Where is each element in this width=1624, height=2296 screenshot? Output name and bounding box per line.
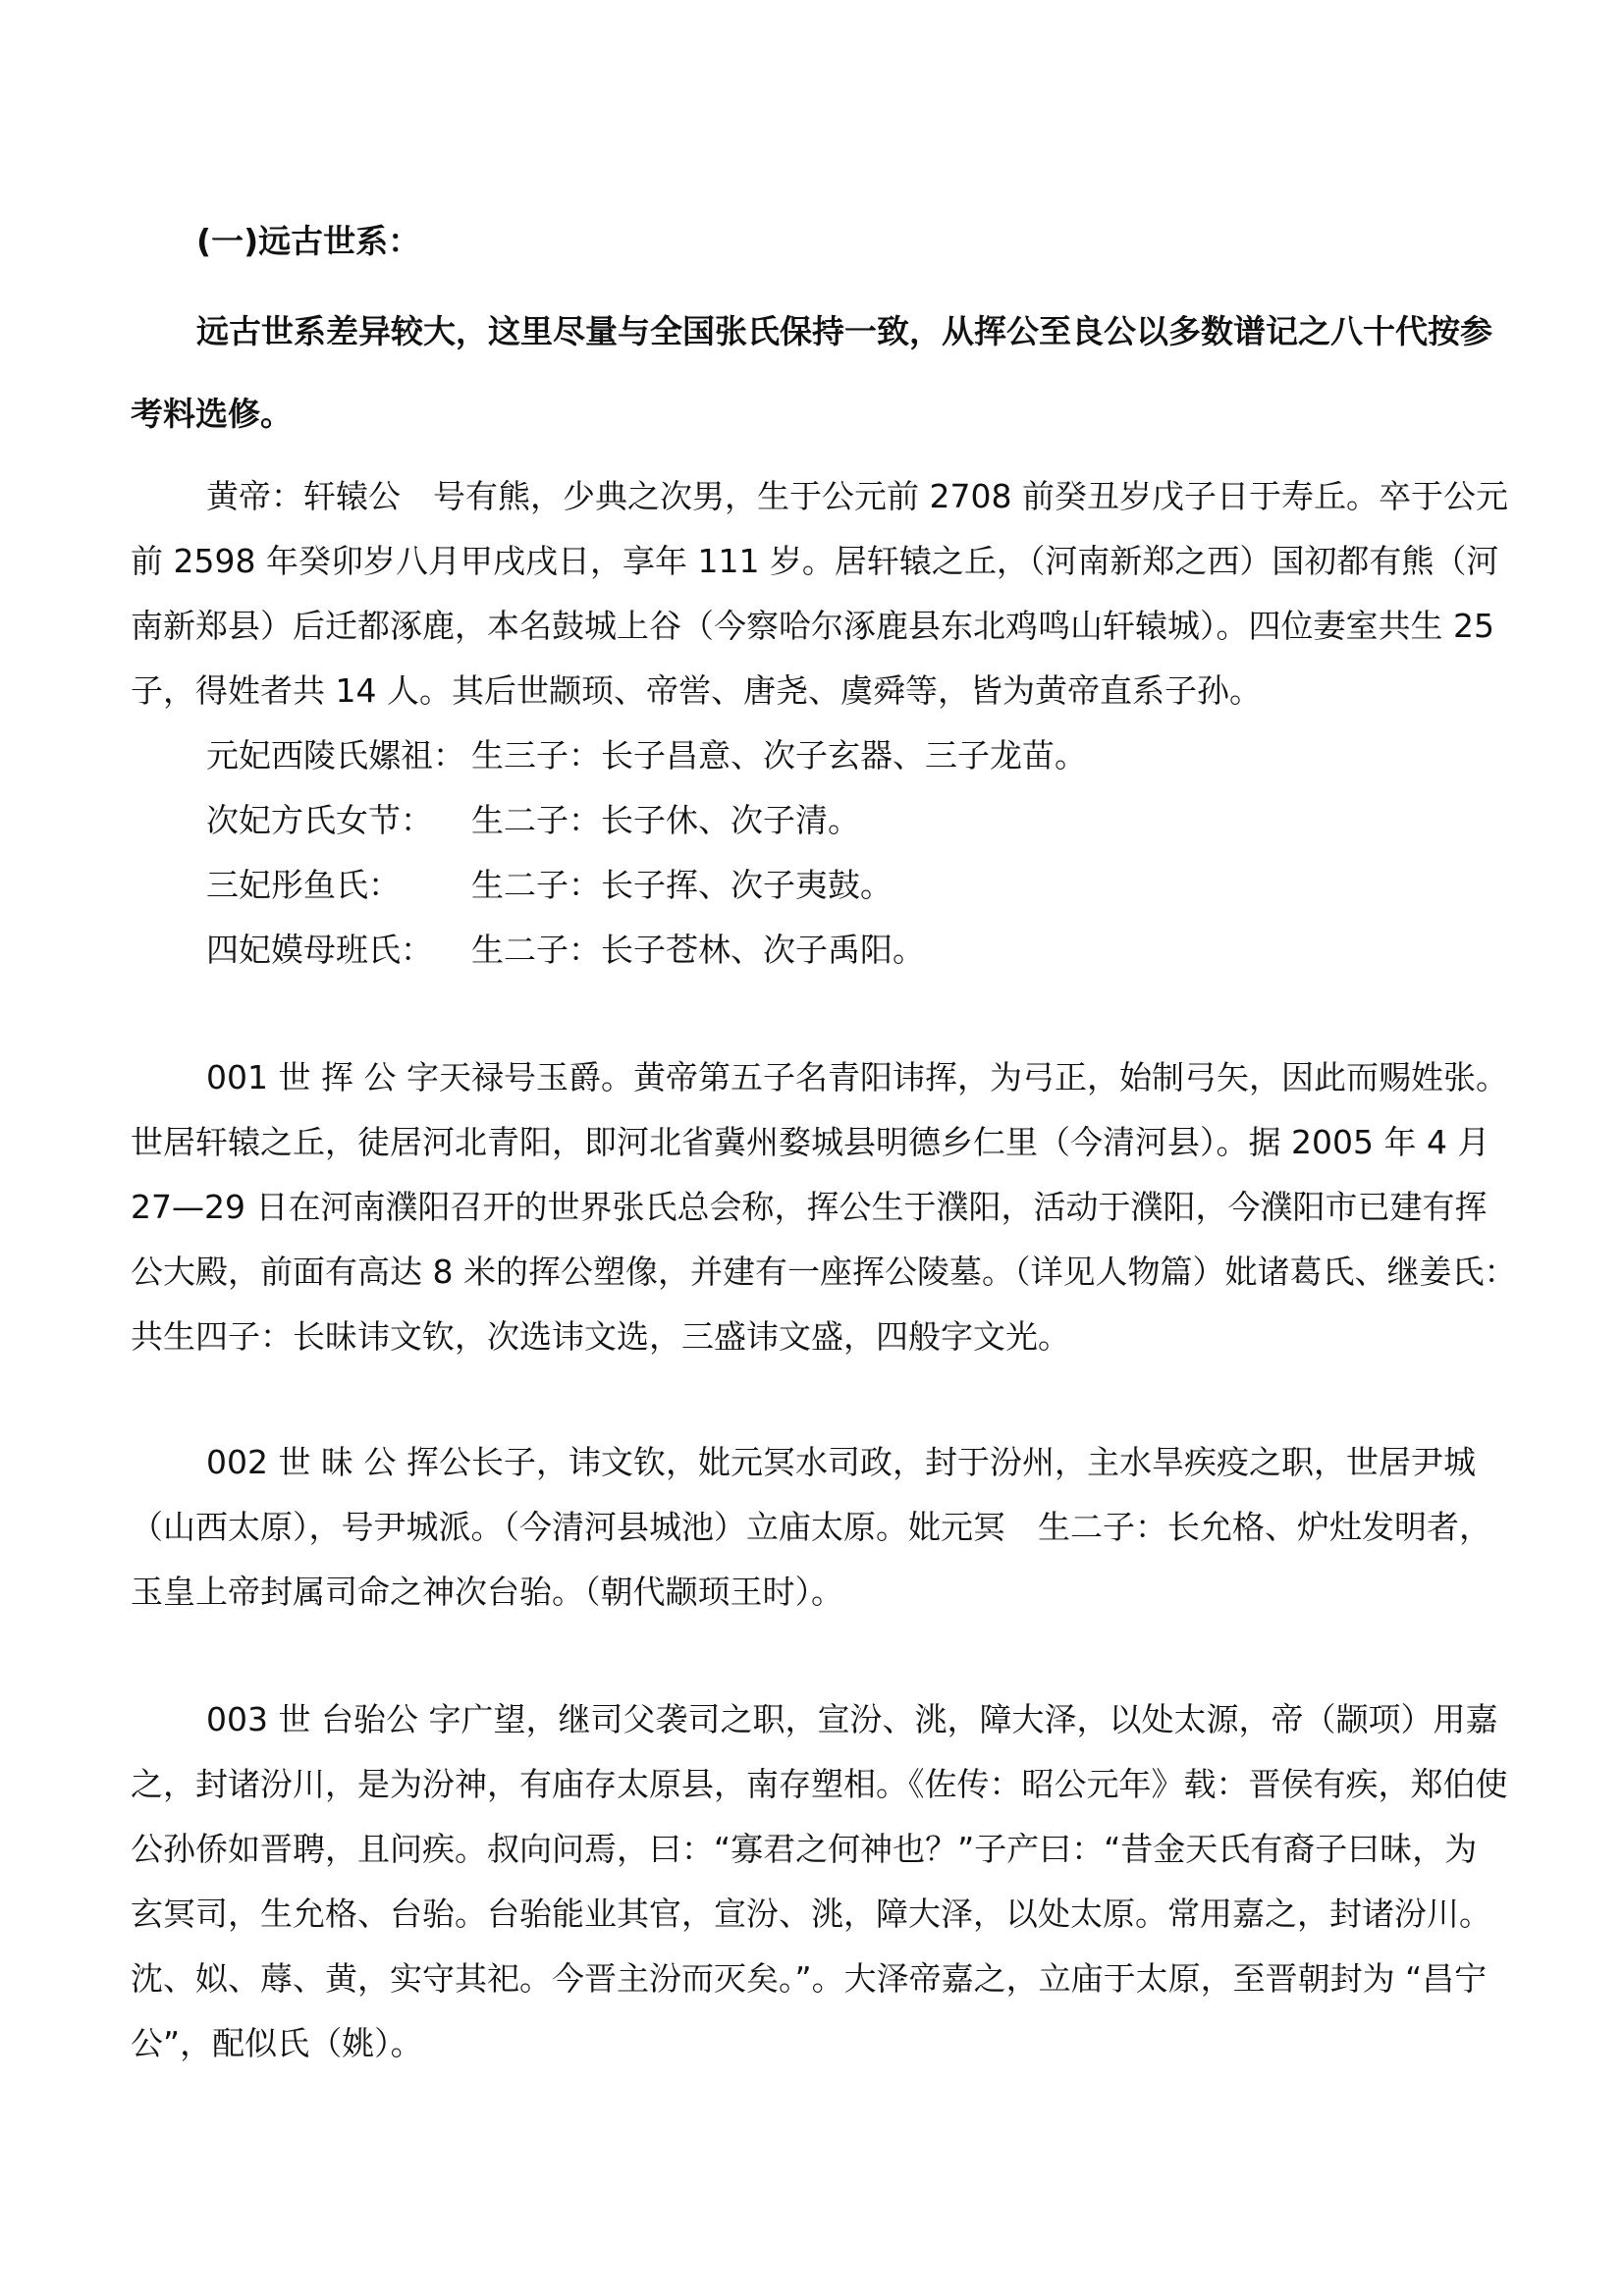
paragraph-line: （山西太原），号尹城派。（今清河县城池）立庙太原。妣元冥 生二子：长允格、炉灶发明者，: [131, 1508, 1491, 1546]
wife-children: 生三子：长子昌意、次子玄器、三子龙苗。: [471, 736, 1087, 774]
wife-entry: [206, 929, 925, 972]
paragraph-line: 公孙侨如晋聘，且问疾。叔向问焉，曰：“寡君之何神也？”子产曰：“昔金天氏有裔子曰昧，为: [131, 1830, 1478, 1868]
paragraph-line: 之，封诸汾川，是为汾神，有庙存太原县，南存塑相。《佐传：昭公元年》载：晋侯有疾，郑伯使: [131, 1765, 1508, 1803]
paragraph-line: 黄帝：轩辕公 号有熊，少典之次男，生于公元前 2708 前癸丑岁戊子日于寿丘。卒于公元: [206, 477, 1508, 515]
wife-name: 次妃方氏女节：: [206, 801, 433, 839]
wife-entry: [206, 734, 1087, 777]
paragraph-line: 共生四子：长昧讳文钦，次选讳文选，三盛讳文盛，四般字文光。: [131, 1317, 1070, 1356]
wife-children: 生二子：长子挥、次子夷鼓。: [471, 866, 893, 904]
paragraph-line: 前 2598 年癸卯岁八月甲戌戌日，享年 111 岁。居轩辕之丘，（河南新郑之西）国初都有熊（河: [131, 542, 1499, 580]
wife-name: 元妃西陵氏嫘祖：: [206, 736, 465, 774]
paragraph-line: 南新郑县）后迁都涿鹿，本名鼓城上谷（今察哈尔涿鹿县东北鸡鸣山轩辕城）。四位妻室共生 25: [131, 607, 1494, 645]
paragraph-line: 公”，配似氏（姚）。: [131, 2024, 423, 2062]
paragraph-line: 世居轩辕之丘，徒居河北青阳，即河北省冀州婺城县明德乡仁里（今清河县）。据 2005 年 4 月: [131, 1123, 1490, 1161]
paragraph-line: 沈、姒、蓐、黄，实守其祀。今晋主汾而灭矣。”。大泽帝嘉之，立庙于太原，至晋朝封为 “昌宁: [131, 1959, 1488, 1998]
paragraph-line: 玄冥司，生允格、台骀。台骀能业其官，宣汾、洮，障大泽，以处太原。常用嘉之，封诸汾川。: [131, 1895, 1491, 1933]
wife-children: 生二子：长子休、次子清。: [471, 801, 860, 839]
paragraph-line: 002 世 昧 公 挥公长子，讳文钦，妣元冥水司政，封于汾州，主水旱疾疫之职，世居尹城: [206, 1443, 1476, 1481]
section-heading: (一)远古世系：: [196, 222, 421, 260]
wife-entry: [206, 799, 860, 842]
paragraph-line: 玉皇上帝封属司命之神次台骀。（朝代颛顼王时）。: [131, 1573, 843, 1611]
intro-line: 远古世系差异较大，这里尽量与全国张氏保持一致，从挥公至良公以多数谱记之八十代按参: [196, 312, 1492, 350]
wife-entry: [206, 864, 893, 907]
paragraph-line: 001 世 挥 公 字天禄号玉爵。黄帝第五子名青阳讳挥，为弓正，始制弓矢，因此而赐姓张。: [206, 1058, 1508, 1096]
paragraph-line: 003 世 台骀公 字广望，继司父袭司之职，宣汾、洮，障大泽，以处太源，帝（颛项）用嘉: [206, 1700, 1498, 1738]
intro-line: 考料选修。: [131, 395, 293, 433]
wife-name: 四妃嫫母班氏：: [206, 931, 433, 969]
paragraph-line: 子，得姓者共 14 人。其后世颛顼、帝喾、唐尧、虞舜等，皆为黄帝直系子孙。: [131, 671, 1262, 710]
paragraph-line: 27—29 日在河南濮阳召开的世界张氏总会称，挥公生于濮阳，活动于濮阳，今濮阳市已建有挥: [131, 1188, 1488, 1226]
wife-name: 三妃彤鱼氏：: [206, 866, 401, 904]
paragraph-line: 公大殿，前面有高达 8 米的挥公塑像，并建有一座挥公陵墓。（详见人物篇）妣诸葛氏、继姜氏：: [131, 1253, 1517, 1291]
wife-children: 生二子：长子苍林、次子禹阳。: [471, 931, 925, 969]
